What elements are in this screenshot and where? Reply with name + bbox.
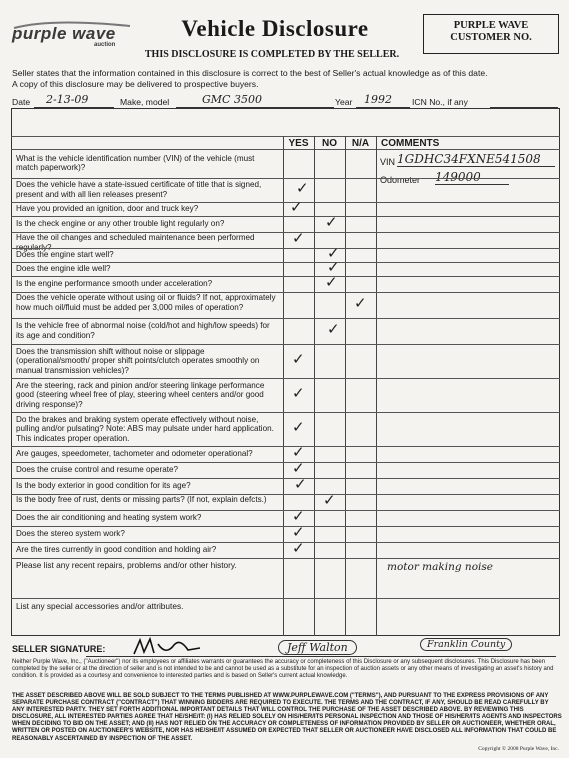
check-mark-no[interactable]: ✓ bbox=[323, 491, 336, 509]
row-divider bbox=[11, 344, 560, 345]
odometer-label: Odometer bbox=[380, 175, 421, 185]
row-divider bbox=[11, 378, 560, 379]
col-divider-no bbox=[314, 136, 315, 636]
check-mark-yes[interactable]: ✓ bbox=[292, 443, 305, 461]
question-text: Is the check engine or any other trouble light regularly on? bbox=[16, 219, 225, 229]
col-divider-comments bbox=[376, 136, 377, 636]
signature-row bbox=[12, 636, 560, 658]
signature-label: SELLER SIGNATURE: bbox=[12, 644, 106, 654]
accessories-divider bbox=[11, 598, 560, 599]
row-divider bbox=[11, 216, 560, 217]
date-label: Date bbox=[12, 97, 31, 107]
page-title: Vehicle Disclosure bbox=[181, 16, 369, 41]
odometer-value[interactable]: 149000 bbox=[435, 170, 509, 185]
row-divider bbox=[11, 276, 560, 277]
col-divider-na bbox=[345, 136, 346, 636]
question-text: Is the body exterior in good condition for its age? bbox=[16, 481, 191, 491]
check-mark-yes[interactable]: ✓ bbox=[292, 418, 305, 436]
row-divider bbox=[11, 412, 560, 413]
question-text: Does the air conditioning and heating system work? bbox=[16, 513, 202, 523]
check-mark-yes[interactable]: ✓ bbox=[292, 229, 305, 247]
check-mark-yes[interactable]: ✓ bbox=[292, 523, 305, 541]
make-value[interactable]: GMC 3500 bbox=[202, 93, 262, 106]
question-text: Is the body free of rust, dents or missing parts? (If not, explain defcts.) bbox=[16, 495, 267, 504]
row-divider bbox=[11, 446, 560, 447]
copyright-text: Copyright © 2008 Purple Wave, Inc. bbox=[478, 746, 559, 752]
date-value[interactable]: 2-13-09 bbox=[46, 93, 89, 106]
customer-box-line2: CUSTOMER NO. bbox=[450, 32, 532, 43]
signature-county: Franklin County bbox=[420, 638, 512, 651]
row-divider bbox=[11, 248, 560, 249]
page-subtitle: THIS DISCLOSURE IS COMPLETED BY THE SELLER. bbox=[144, 49, 400, 60]
logo-text: purple wave bbox=[12, 24, 116, 43]
question-text: Does the vehicle operate without using oil or fluids? If not, approximately how much oil/fluid must be added per 3,000 miles of operation? bbox=[16, 293, 276, 312]
row-divider bbox=[11, 542, 560, 543]
terms-text: THE ASSET DESCRIBED ABOVE WILL BE SOLD SUBJECT TO THE TERMS PUBLISHED AT WWW.PURPLEWAVE.COM ("TERMS"), AND PURSUANT TO THE EXPRESS PROVISIONS OF ANY SEPARATE PURCHASE CONTRACT ("CONTRACT") THAT WINNING BIDDERS ARE REQUIRED TO EXECUTE. THE TERMS AND THE CONTRACT, IF ANY, SHOULD BE READ CAREFULLY BY ANY INTERESTED PARTY. THEY SET FORTH ADDITIONAL IMPORTANT DETAILS THAT WILL CONTROL THE PURCHASE OF THE ASSET DESCRIBED ABOVE. BY REVIEWING THIS DISCLOSURE, ALL INTERESTED PARTIES AGREE THAT HE/SHE/IT: (I) HAS RELIED SOLELY ON HIS/HER/ITS PERSONAL INSPECTION AND THOSE OF HIS/HER/ITS AGENTS AND INSPECTORS WHEN DECIDING TO BID ON THE ASSET; AND (II) HAS NOT RELIED ON THE ACCURACY OR COMPLETENESS OF INFORMATION PROVIDED BY SELLER OR AUCTIONEER, WHETHER ORAL, WRITTEN OR POSTED ON AUCTIONEER'S WEBSITE, NOR HAS HE/SHE/IT ASSUMED OR EXPECTED THAT SELLER OR AUCTIONEER HAVE DISCLOSED ALL INFORMATION THAT COULD BE REASONABLY ASCERTAINED BY INSPECTION OF THE ASSET. bbox=[12, 693, 562, 742]
wave-swoosh-icon bbox=[12, 20, 132, 30]
check-mark-yes[interactable]: ✓ bbox=[292, 350, 305, 368]
check-mark-yes[interactable]: ✓ bbox=[296, 179, 309, 197]
question-text: Are gauges, speedometer, tachometer and odometer operational? bbox=[16, 449, 253, 459]
row-divider bbox=[11, 558, 560, 559]
row-divider bbox=[11, 526, 560, 527]
table-subheader-line bbox=[11, 149, 560, 150]
intro-line1: Seller states that the information contained in this disclosure is correct to the best of Seller's actual knowledge as of this date. bbox=[12, 68, 488, 78]
disclosure-table bbox=[11, 108, 560, 636]
check-mark-yes[interactable]: ✓ bbox=[292, 539, 305, 557]
signature-name: Jeff Walton bbox=[278, 640, 357, 655]
check-mark-no[interactable]: ✓ bbox=[327, 258, 340, 276]
disclaimer-text: Neither Purple Wave, Inc., ("Auctioneer") nor its employees or affiliates warrants or guarantees the accuracy or completeness of this Disclosure or any subsequent disclosures. This Disclosure has been completed by the seller or at the direction of seller and is not intended to be and cannot be used as a substitute for an inspection of auction assets or any other means of investigating an asset's history and condition. It is provided as a courtesy and convenience to interested parties and is based on Seller's current actual knowledge. bbox=[12, 659, 554, 680]
table-header-line bbox=[11, 136, 560, 137]
question-text: Does the engine idle well? bbox=[16, 264, 111, 274]
vin-label: VIN bbox=[380, 157, 396, 167]
col-divider-yes bbox=[283, 136, 284, 636]
check-mark-no[interactable]: ✓ bbox=[327, 244, 340, 262]
row-divider bbox=[11, 510, 560, 511]
question-text: Does the vehicle have a state-issued certificate of title that is signed, present and with all lien releases present? bbox=[16, 180, 262, 199]
logo-subtext: auction bbox=[94, 42, 116, 48]
question-text: Does the cruise control and resume operate? bbox=[16, 465, 178, 475]
accessories-label: List any special accessories and/or attributes. bbox=[16, 601, 184, 611]
check-mark-yes[interactable]: ✓ bbox=[292, 384, 305, 402]
question-text: Have you provided an ignition, door and truck key? bbox=[16, 204, 199, 214]
row-divider bbox=[11, 462, 560, 463]
check-mark-yes[interactable]: ✓ bbox=[290, 198, 303, 216]
icn-label: ICN No., if any bbox=[412, 97, 468, 107]
question-text: Does the engine start well? bbox=[16, 250, 114, 260]
col-header-comments: COMMENTS bbox=[381, 138, 440, 149]
vehicle-info-row bbox=[12, 95, 560, 109]
col-header-no: NO bbox=[322, 138, 337, 149]
question-text: Does the stereo system work? bbox=[16, 529, 125, 539]
question-text: Is the engine performance smooth under acceleration? bbox=[16, 279, 213, 289]
signature-scribble-icon bbox=[130, 636, 202, 658]
repairs-label: Please list any recent repairs, problems and/or other history. bbox=[16, 560, 237, 570]
check-mark-yes[interactable]: ✓ bbox=[292, 459, 305, 477]
check-mark-na[interactable]: ✓ bbox=[354, 294, 367, 312]
check-mark-no[interactable]: ✓ bbox=[325, 213, 338, 231]
make-label: Make, model bbox=[120, 97, 170, 107]
intro-text bbox=[12, 68, 560, 90]
col-header-yes: YES bbox=[288, 138, 309, 149]
year-value[interactable]: 1992 bbox=[364, 93, 392, 106]
question-text: What is the vehicle identification number (VIN) of the vehicle (must match paperwork)? bbox=[16, 153, 255, 173]
year-label: Year bbox=[335, 97, 353, 107]
customer-box-line1: PURPLE WAVE bbox=[453, 20, 529, 31]
check-mark-yes[interactable]: ✓ bbox=[292, 507, 305, 525]
col-header-na: N/A bbox=[351, 138, 370, 149]
row-divider bbox=[11, 478, 560, 479]
check-mark-no[interactable]: ✓ bbox=[327, 320, 340, 338]
row-divider bbox=[11, 178, 560, 179]
row-divider bbox=[11, 262, 560, 263]
intro-line2: A copy of this disclosure may be delivered to prospective buyers. bbox=[12, 79, 259, 89]
question-text: Does the transmission shift without noise or slippage (operational/smooth/ proper shift points/clutch operates smoothly on manual transmission vehicles)? bbox=[16, 346, 260, 375]
question-text: Are the steering, rack and pinion and/or steering linkage performance good (steering wheel free of play, steering wheel centers and/or good driving response)? bbox=[16, 380, 265, 409]
check-mark-no[interactable]: ✓ bbox=[325, 273, 338, 291]
row-divider bbox=[11, 202, 560, 203]
question-text: Have the oil changes and scheduled maintenance been performed regularly? bbox=[16, 233, 255, 252]
row-divider bbox=[11, 318, 560, 319]
vin-value[interactable]: 1GDHC34FXNE541508 bbox=[397, 152, 555, 167]
question-text: Are the tires currently in good condition and holding air? bbox=[16, 545, 217, 555]
customer-number-box bbox=[423, 14, 559, 54]
repairs-comment[interactable]: motor making noise bbox=[387, 561, 493, 573]
check-mark-yes[interactable]: ✓ bbox=[294, 475, 307, 493]
question-text: Do the brakes and braking system operate effectively without noise, pulling and/or pulsating? Note: ABS may pulsate under hard application. This indicates proper operation. bbox=[16, 414, 274, 443]
question-text: Is the vehicle free of abnormal noise (cold/hot and high/low speeds) for its age and condition? bbox=[16, 321, 270, 340]
